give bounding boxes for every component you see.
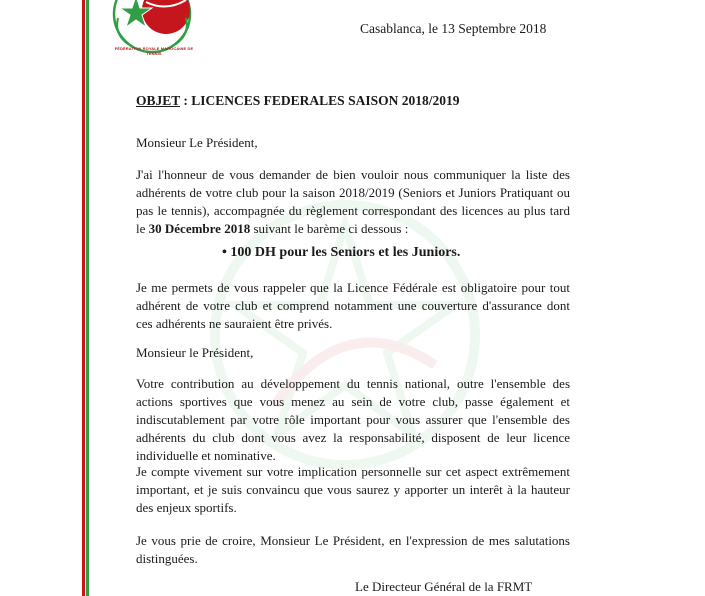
paragraph-4: Je compte vivement sur votre implication personnelle sur cet aspect extrêmement important, et je suis convaincu que vous saurez y apporter un interêt à la hauteur des enjeux sportifs.	[136, 464, 570, 515]
paragraph-1-start: J'ai l'honneur de vous demander de bien vouloir nous communiquer la liste des adhérents de votre club pour la saison 2018/2019 (Seniors et Juniors Pratiquant ou pas le tennis), accompagnée du règlement correspondant des licences au plus tard le	[136, 167, 570, 236]
green-stripe	[86, 0, 89, 596]
signature: Le Directeur Général de la FRMT	[355, 579, 533, 594]
red-stripe	[82, 0, 85, 596]
subject-text: : LICENCES FEDERALES SAISON 2018/2019	[180, 93, 460, 108]
paragraph-5: Je vous prie de croire, Monsieur Le Président, en l'expression de mes salutations distinguées.	[136, 533, 570, 566]
deadline-date: 30 Décembre 2018	[148, 221, 251, 236]
greeting-2: Monsieur le Président,	[136, 345, 254, 360]
paragraph-1-end: suivant le barème ci dessous :	[250, 221, 409, 236]
greeting-1: Monsieur Le Président,	[136, 135, 258, 150]
place-date: Casablanca, le 13 Septembre 2018	[360, 21, 547, 36]
paragraph-2: Je me permets de vous rappeler que la Licence Fédérale est obligatoire pour tout adhérent de votre club et comprend notamment une couverture d'assurance dont ces adhérents ne sauraient être privés.	[136, 280, 570, 331]
subject-line	[136, 92, 459, 109]
paragraph-3: Votre contribution au développement du tennis national, outre l'ensemble des actions sportives que vous menez au sein de votre club, passe également et indiscutablement par votre rôle important pour vous assurer que l'ensemble des adhérents du club dont vous avez la responsabilité, disposent de leur licence individuelle et nominative.	[136, 376, 570, 463]
frmt-logo	[100, 0, 204, 64]
fee-bullet: • 100 DH pour les Seniors et les Juniors.	[222, 245, 461, 260]
paragraph-1	[136, 166, 570, 238]
subject-label: OBJET	[136, 93, 181, 108]
logo-caption: FÉDÉRATION ROYALE MAROCAINE DE TENNIS	[114, 46, 194, 56]
